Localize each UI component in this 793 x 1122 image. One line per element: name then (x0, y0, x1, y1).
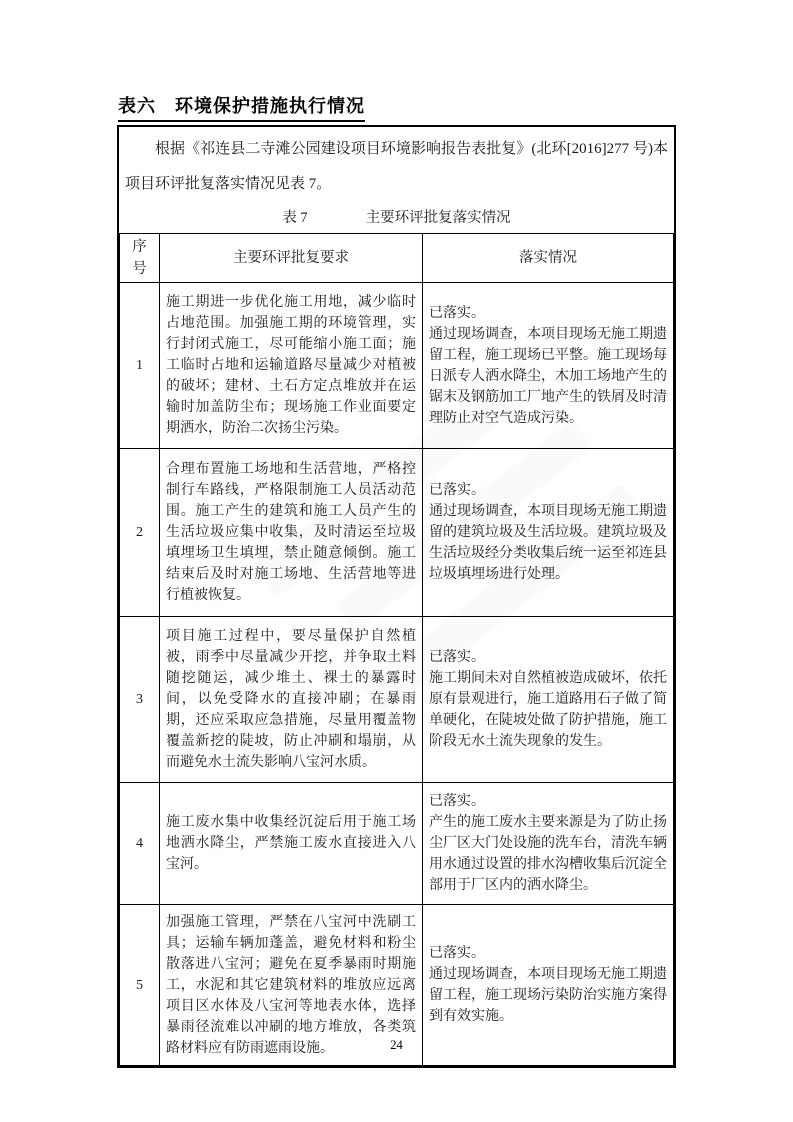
table-caption-title: 主要环评批复落实情况 (365, 210, 511, 226)
table-row (120, 283, 674, 449)
page-number: 24 (390, 1038, 403, 1052)
requirement-text: 加强施工管理，严禁在八宝河中洗刷工具；运输车辆加蓬盖，避免材料和粉尘散落进八宝河；避免在夏季暴雨时期施工，水泥和其它建筑材料的堆放应远离项目区水体及八宝河等地表水体，选择暴雨径流难以冲刷的地方堆放，各类筑路材料应有防雨遮雨设施。 (160, 905, 423, 1066)
table-caption (119, 205, 674, 231)
row-number: 2 (120, 449, 160, 617)
implementation-cell (423, 617, 674, 783)
page-title: 表六 环境保护措施执行情况 (118, 92, 365, 122)
implementation-status: 已落实。 (429, 305, 485, 321)
table-row (120, 783, 674, 905)
implementation-status: 已落实。 (429, 650, 485, 665)
row-number: 3 (120, 617, 160, 783)
implementation-detail: 通过现场调查，本项目现场无施工期遗留工程，施工现场已平整。施工现场每日派专人洒水降尘，木加工场地产生的锯末及钢筋加工厂地产生的铁屑及时清理防止对空气造成污染。 (429, 326, 667, 426)
table-row (120, 449, 674, 617)
requirement-text: 施工废水集中收集经沉淀后用于施工场地洒水降尘，严禁施工废水直接进入八宝河。 (160, 783, 423, 905)
header-no: 序号 (120, 234, 160, 283)
implementation-cell (423, 449, 674, 617)
implementation-detail: 产生的施工废水主要来源是为了防止扬尘厂区大门处设施的洗车台，清洗车辆用水通过设置的排水沟槽收集后沉淀全部用于厂区内的洒水降尘。 (429, 815, 667, 893)
implementation-status: 已落实。 (429, 483, 485, 498)
implementation-status: 已落实。 (429, 946, 485, 961)
content-box (117, 125, 676, 1068)
row-number: 5 (120, 905, 160, 1066)
implementation-detail: 施工期间未对自然植被造成破坏，依托原有景观进行，施工道路用石子做了简单硬化，在陡坡处做了防护措施，施工阶段无水土流失现象的发生。 (429, 671, 667, 749)
row-number: 4 (120, 783, 160, 905)
row-number: 1 (120, 283, 160, 449)
table-header-row (120, 234, 674, 283)
requirement-text: 项目施工过程中，要尽量保护自然植被，雨季中尽量减少开挖，并争取土料随挖随运，减少堆土、裸土的暴露时间，以免受降水的直接冲刷；在暴雨期，还应采取应急措施，尽量用覆盖物覆盖新挖的陡坡，防止冲刷和塌崩，从而避免水土流失影响八宝河水质。 (160, 617, 423, 783)
implementation-cell (423, 783, 674, 905)
table-row (120, 617, 674, 783)
intro-paragraph: 根据《祁连县二寺滩公园建设项目环境影响报告表批复》(北环[2016]277 号)本项目环评批复落实情况见表 7。 (125, 141, 668, 192)
header-requirement: 主要环评批复要求 (160, 234, 423, 283)
implementation-status: 已落实。 (429, 794, 485, 809)
implementation-detail: 通过现场调查，本项目现场无施工期遗留的建筑垃圾及生活垃圾。建筑垃圾及生活垃圾经分类收集后统一运至祁连县垃圾填埋场进行处理。 (429, 504, 667, 582)
implementation-detail: 通过现场调查，本项目现场无施工期遗留工程，施工现场污染防治实施方案得到有效实施。 (429, 967, 667, 1024)
requirement-text: 施工期进一步优化施工用地，减少临时占地范围。加强施工期的环境管理，实行封闭式施工，尽可能缩小施工面；施工临时占地和运输道路尽量减少对植被的破坏；建材、土石方定点堆放并在运输时加盖防尘布；现场施工作业面要定期洒水，防治二次扬尘污染。 (160, 283, 423, 449)
table-caption-label: 表 7 (282, 210, 308, 226)
implementation-cell (423, 283, 674, 449)
compliance-table (119, 233, 674, 1066)
header-implementation: 落实情况 (423, 234, 674, 283)
requirement-text: 合理布置施工场地和生活营地，严格控制行车路线，严格限制施工人员活动范围。施工产生的建筑和施工人员产生的生活垃圾应集中收集，及时清运至垃圾填埋场卫生填埋，禁止随意倾倒。施工结束后及时对施工场地、生活营地等进行植被恢复。 (160, 449, 423, 617)
